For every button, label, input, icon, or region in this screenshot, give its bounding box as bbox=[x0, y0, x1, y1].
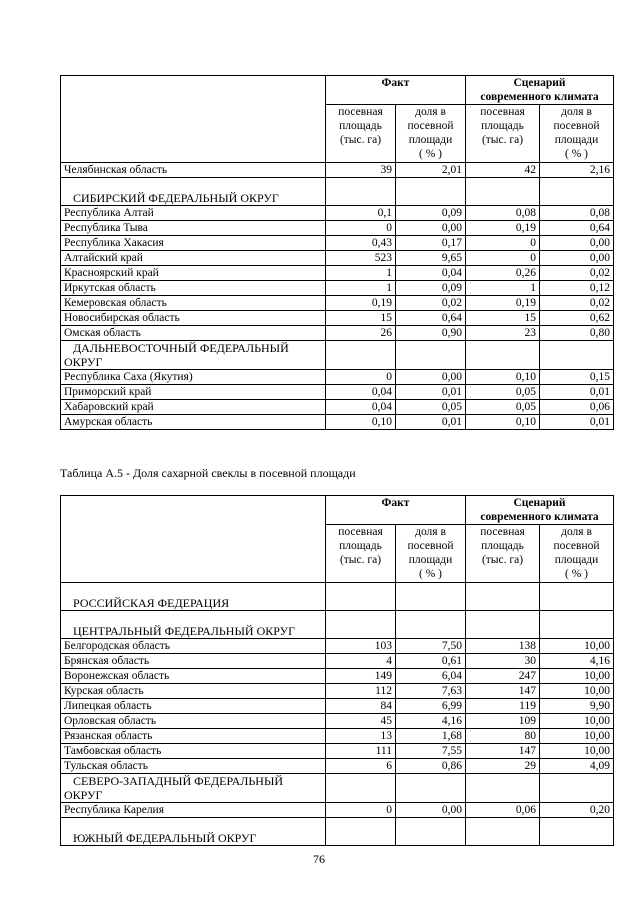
fact-share: 7,55 bbox=[396, 744, 466, 759]
table-row bbox=[61, 669, 614, 684]
header-sown-line3: (тыс. га) bbox=[339, 554, 382, 566]
section-title-line1: ДАЛЬНЕВОСТОЧНЫЙ ФЕДЕРАЛЬНЫЙ bbox=[73, 341, 289, 355]
fact-sown-area: 45 bbox=[326, 714, 396, 729]
header-share-line1: доля в bbox=[415, 526, 446, 538]
fact-share: 0,01 bbox=[396, 385, 466, 400]
fact-sown-area: 1 bbox=[326, 281, 396, 296]
scenario-sown-area: 109 bbox=[466, 714, 540, 729]
header-scenario-line1: Сценарий bbox=[513, 77, 566, 89]
header-sown-line1: посевная bbox=[338, 106, 383, 118]
empty-cell bbox=[466, 774, 540, 803]
scenario-share: 0,20 bbox=[540, 803, 614, 818]
region-name: Челябинская область bbox=[61, 163, 326, 178]
table-row bbox=[61, 415, 614, 430]
table-row bbox=[61, 400, 614, 415]
fact-share: 0,61 bbox=[396, 654, 466, 669]
scenario-share: 0,15 bbox=[540, 370, 614, 385]
header-scenario-share bbox=[540, 525, 614, 583]
scenario-sown-area: 147 bbox=[466, 684, 540, 699]
scenario-sown-area: 1 bbox=[466, 281, 540, 296]
fact-sown-area: 0,04 bbox=[326, 400, 396, 415]
empty-cell bbox=[540, 818, 614, 846]
empty-cell bbox=[396, 611, 466, 639]
header-scenario-sown-area bbox=[466, 525, 540, 583]
scenario-share: 4,09 bbox=[540, 759, 614, 774]
fact-share: 0,00 bbox=[396, 803, 466, 818]
header-share-line1: доля в bbox=[415, 106, 446, 118]
scenario-share: 0,12 bbox=[540, 281, 614, 296]
region-name: Красноярский край bbox=[61, 266, 326, 281]
header-share-line2: посевной bbox=[407, 120, 454, 132]
region-name: Тамбовская область bbox=[61, 744, 326, 759]
fact-share: 0,00 bbox=[396, 221, 466, 236]
empty-cell bbox=[396, 341, 466, 370]
scenario-share: 2,16 bbox=[540, 163, 614, 178]
header-empty-cell bbox=[61, 76, 326, 163]
fact-sown-area: 15 bbox=[326, 311, 396, 326]
scenario-share: 10,00 bbox=[540, 744, 614, 759]
fact-sown-area: 149 bbox=[326, 669, 396, 684]
header-share-line2: посевной bbox=[553, 540, 600, 552]
scenario-sown-area: 0 bbox=[466, 236, 540, 251]
scenario-sown-area: 23 bbox=[466, 326, 540, 341]
scenario-share: 0,64 bbox=[540, 221, 614, 236]
fact-sown-area: 1 bbox=[326, 266, 396, 281]
region-name: Брянская область bbox=[61, 654, 326, 669]
empty-cell bbox=[326, 818, 396, 846]
region-name: Липецкая область bbox=[61, 699, 326, 714]
fact-sown-area: 0,19 bbox=[326, 296, 396, 311]
section-title-line1: СЕВЕРО-ЗАПАДНЫЙ ФЕДЕРАЛЬНЫЙ bbox=[73, 774, 284, 788]
fact-sown-area: 112 bbox=[326, 684, 396, 699]
header-share-line4: ( % ) bbox=[419, 148, 442, 160]
fact-share: 0,09 bbox=[396, 206, 466, 221]
fact-sown-area: 0 bbox=[326, 803, 396, 818]
region-name: Алтайский край bbox=[61, 251, 326, 266]
header-fact: Факт bbox=[326, 76, 466, 105]
section-title: СИБИРСКИЙ ФЕДЕРАЛЬНЫЙ ОКРУГ bbox=[61, 178, 326, 206]
fact-sown-area: 13 bbox=[326, 729, 396, 744]
table-row bbox=[61, 385, 614, 400]
fact-sown-area: 0,43 bbox=[326, 236, 396, 251]
table-2 bbox=[60, 495, 614, 846]
header-share-line3: площади bbox=[408, 134, 453, 146]
header-sown-line2: площадь bbox=[481, 120, 524, 132]
table-row bbox=[61, 759, 614, 774]
table-2-header bbox=[61, 496, 614, 583]
fact-sown-area: 84 bbox=[326, 699, 396, 714]
scenario-share: 0,00 bbox=[540, 236, 614, 251]
header-share-line3: площади bbox=[554, 554, 599, 566]
fact-sown-area: 39 bbox=[326, 163, 396, 178]
scenario-sown-area: 42 bbox=[466, 163, 540, 178]
fact-share: 7,63 bbox=[396, 684, 466, 699]
region-name: Республика Алтай bbox=[61, 206, 326, 221]
region-name: Новосибирская область bbox=[61, 311, 326, 326]
empty-cell bbox=[326, 774, 396, 803]
section-row bbox=[61, 774, 614, 803]
scenario-share: 10,00 bbox=[540, 639, 614, 654]
scenario-sown-area: 0,06 bbox=[466, 803, 540, 818]
empty-cell bbox=[466, 611, 540, 639]
table-row bbox=[61, 296, 614, 311]
table-1 bbox=[60, 75, 614, 430]
empty-cell bbox=[326, 341, 396, 370]
fact-sown-area: 103 bbox=[326, 639, 396, 654]
header-share-line3: площади bbox=[554, 134, 599, 146]
region-name: Республика Саха (Якутия) bbox=[61, 370, 326, 385]
empty-cell bbox=[326, 611, 396, 639]
scenario-sown-area: 0,05 bbox=[466, 400, 540, 415]
header-sown-line1: посевная bbox=[338, 526, 383, 538]
section-title bbox=[61, 774, 326, 803]
section-title: ЦЕНТРАЛЬНЫЙ ФЕДЕРАЛЬНЫЙ ОКРУГ bbox=[61, 611, 326, 639]
scenario-share: 10,00 bbox=[540, 729, 614, 744]
header-sown-line2: площадь bbox=[339, 120, 382, 132]
scenario-sown-area: 138 bbox=[466, 639, 540, 654]
section-row bbox=[61, 341, 614, 370]
region-name: Иркутская область bbox=[61, 281, 326, 296]
header-sown-area bbox=[326, 105, 396, 163]
region-name: Амурская область bbox=[61, 415, 326, 430]
scenario-sown-area: 119 bbox=[466, 699, 540, 714]
region-name: Курская область bbox=[61, 684, 326, 699]
region-name: Тульская область bbox=[61, 759, 326, 774]
header-scenario-line2: современного климата bbox=[480, 511, 599, 523]
header-sown-area bbox=[326, 525, 396, 583]
section-row bbox=[61, 611, 614, 639]
empty-cell bbox=[540, 178, 614, 206]
fact-sown-area: 0,10 bbox=[326, 415, 396, 430]
fact-sown-area: 26 bbox=[326, 326, 396, 341]
scenario-sown-area: 247 bbox=[466, 669, 540, 684]
fact-sown-area: 0,04 bbox=[326, 385, 396, 400]
table-2-body bbox=[61, 583, 614, 846]
section-title bbox=[61, 341, 326, 370]
scenario-sown-area: 0,08 bbox=[466, 206, 540, 221]
region-name: Республика Тыва bbox=[61, 221, 326, 236]
scenario-sown-area: 80 bbox=[466, 729, 540, 744]
scenario-sown-area: 0,19 bbox=[466, 296, 540, 311]
fact-share: 6,04 bbox=[396, 669, 466, 684]
fact-share: 0,01 bbox=[396, 415, 466, 430]
scenario-share: 10,00 bbox=[540, 669, 614, 684]
header-fact: Факт bbox=[326, 496, 466, 525]
table-row bbox=[61, 370, 614, 385]
region-name: Орловская область bbox=[61, 714, 326, 729]
header-sown-line1: посевная bbox=[480, 106, 525, 118]
scenario-share: 4,16 bbox=[540, 654, 614, 669]
empty-cell bbox=[396, 774, 466, 803]
region-name: Хабаровский край bbox=[61, 400, 326, 415]
header-sown-line1: посевная bbox=[480, 526, 525, 538]
header-sown-line2: площадь bbox=[481, 540, 524, 552]
scenario-share: 0,08 bbox=[540, 206, 614, 221]
empty-cell bbox=[466, 818, 540, 846]
header-share-line1: доля в bbox=[561, 106, 592, 118]
region-name: Республика Карелия bbox=[61, 803, 326, 818]
table-row bbox=[61, 744, 614, 759]
table-row bbox=[61, 654, 614, 669]
fact-share: 0,05 bbox=[396, 400, 466, 415]
scenario-share: 0,02 bbox=[540, 296, 614, 311]
empty-cell bbox=[540, 774, 614, 803]
empty-cell bbox=[466, 178, 540, 206]
scenario-sown-area: 147 bbox=[466, 744, 540, 759]
fact-share: 4,16 bbox=[396, 714, 466, 729]
page-number: 76 bbox=[313, 852, 325, 866]
fact-share: 7,50 bbox=[396, 639, 466, 654]
empty-cell bbox=[466, 341, 540, 370]
table-row bbox=[61, 311, 614, 326]
fact-share: 1,68 bbox=[396, 729, 466, 744]
table-row bbox=[61, 326, 614, 341]
header-sown-line3: (тыс. га) bbox=[339, 134, 382, 146]
fact-share: 0,64 bbox=[396, 311, 466, 326]
scenario-share: 10,00 bbox=[540, 684, 614, 699]
table-row bbox=[61, 281, 614, 296]
fact-sown-area: 0 bbox=[326, 221, 396, 236]
table-row bbox=[61, 206, 614, 221]
header-scenario bbox=[466, 496, 614, 525]
header-row-1 bbox=[61, 76, 614, 105]
scenario-sown-area: 0,10 bbox=[466, 370, 540, 385]
scenario-sown-area: 15 bbox=[466, 311, 540, 326]
header-empty-cell bbox=[61, 496, 326, 583]
fact-share: 2,01 bbox=[396, 163, 466, 178]
header-share-line2: посевной bbox=[553, 120, 600, 132]
header-share bbox=[396, 525, 466, 583]
header-share-line4: ( % ) bbox=[565, 148, 588, 160]
fact-share: 0,17 bbox=[396, 236, 466, 251]
header-share-line4: ( % ) bbox=[565, 568, 588, 580]
section-row bbox=[61, 583, 614, 611]
section-title-line2: ОКРУГ bbox=[64, 788, 103, 802]
scenario-share: 9,90 bbox=[540, 699, 614, 714]
table-row bbox=[61, 251, 614, 266]
fact-share: 9,65 bbox=[396, 251, 466, 266]
region-name: Рязанская область bbox=[61, 729, 326, 744]
scenario-share: 0,01 bbox=[540, 415, 614, 430]
empty-cell bbox=[396, 583, 466, 611]
empty-cell bbox=[326, 583, 396, 611]
scenario-sown-area: 0,10 bbox=[466, 415, 540, 430]
table-row bbox=[61, 163, 614, 178]
table-row bbox=[61, 729, 614, 744]
empty-cell bbox=[540, 341, 614, 370]
scenario-share: 0,00 bbox=[540, 251, 614, 266]
header-scenario-share bbox=[540, 105, 614, 163]
scenario-sown-area: 0,05 bbox=[466, 385, 540, 400]
fact-share: 0,90 bbox=[396, 326, 466, 341]
scenario-sown-area: 0,26 bbox=[466, 266, 540, 281]
section-title-line2: ОКРУГ bbox=[64, 355, 103, 369]
table-row bbox=[61, 714, 614, 729]
region-name: Воронежская область bbox=[61, 669, 326, 684]
scenario-sown-area: 30 bbox=[466, 654, 540, 669]
fact-share: 0,09 bbox=[396, 281, 466, 296]
header-scenario bbox=[466, 76, 614, 105]
table-row bbox=[61, 639, 614, 654]
header-scenario-line1: Сценарий bbox=[513, 497, 566, 509]
scenario-sown-area: 0 bbox=[466, 251, 540, 266]
region-name: Омская область bbox=[61, 326, 326, 341]
scenario-share: 10,00 bbox=[540, 714, 614, 729]
scenario-sown-area: 0,19 bbox=[466, 221, 540, 236]
table-row bbox=[61, 221, 614, 236]
table-1-body bbox=[61, 163, 614, 430]
empty-cell bbox=[466, 583, 540, 611]
fact-sown-area: 111 bbox=[326, 744, 396, 759]
fact-share: 6,99 bbox=[396, 699, 466, 714]
fact-sown-area: 0,1 bbox=[326, 206, 396, 221]
fact-sown-area: 6 bbox=[326, 759, 396, 774]
header-share-line2: посевной bbox=[407, 540, 454, 552]
fact-share: 0,02 bbox=[396, 296, 466, 311]
table-row bbox=[61, 236, 614, 251]
table-row bbox=[61, 803, 614, 818]
header-row-1 bbox=[61, 496, 614, 525]
table-row bbox=[61, 684, 614, 699]
empty-cell bbox=[396, 818, 466, 846]
header-sown-line3: (тыс. га) bbox=[481, 134, 524, 146]
fact-share: 0,04 bbox=[396, 266, 466, 281]
scenario-share: 0,02 bbox=[540, 266, 614, 281]
header-share-line4: ( % ) bbox=[419, 568, 442, 580]
header-scenario-sown-area bbox=[466, 105, 540, 163]
header-share-line3: площади bbox=[408, 554, 453, 566]
table-1-header bbox=[61, 76, 614, 163]
section-row bbox=[61, 818, 614, 846]
region-name: Республика Хакасия bbox=[61, 236, 326, 251]
section-row bbox=[61, 178, 614, 206]
empty-cell bbox=[396, 178, 466, 206]
empty-cell bbox=[326, 178, 396, 206]
header-sown-line3: (тыс. га) bbox=[481, 554, 524, 566]
fact-sown-area: 0 bbox=[326, 370, 396, 385]
fact-share: 0,86 bbox=[396, 759, 466, 774]
scenario-share: 0,62 bbox=[540, 311, 614, 326]
empty-cell bbox=[540, 583, 614, 611]
table-caption: Таблица А.5 - Доля сахарной свеклы в посевной площади bbox=[60, 466, 356, 480]
region-name: Кемеровская область bbox=[61, 296, 326, 311]
fact-sown-area: 523 bbox=[326, 251, 396, 266]
header-sown-line2: площадь bbox=[339, 540, 382, 552]
fact-share: 0,00 bbox=[396, 370, 466, 385]
table-row bbox=[61, 699, 614, 714]
empty-cell bbox=[540, 611, 614, 639]
table-row bbox=[61, 266, 614, 281]
header-share bbox=[396, 105, 466, 163]
section-title: РОССИЙСКАЯ ФЕДЕРАЦИЯ bbox=[61, 583, 326, 611]
scenario-share: 0,06 bbox=[540, 400, 614, 415]
scenario-share: 0,01 bbox=[540, 385, 614, 400]
scenario-sown-area: 29 bbox=[466, 759, 540, 774]
header-share-line1: доля в bbox=[561, 526, 592, 538]
scenario-share: 0,80 bbox=[540, 326, 614, 341]
section-title: ЮЖНЫЙ ФЕДЕРАЛЬНЫЙ ОКРУГ bbox=[61, 818, 326, 846]
region-name: Приморский край bbox=[61, 385, 326, 400]
fact-sown-area: 4 bbox=[326, 654, 396, 669]
header-scenario-line2: современного климата bbox=[480, 91, 599, 103]
region-name: Белгородская область bbox=[61, 639, 326, 654]
